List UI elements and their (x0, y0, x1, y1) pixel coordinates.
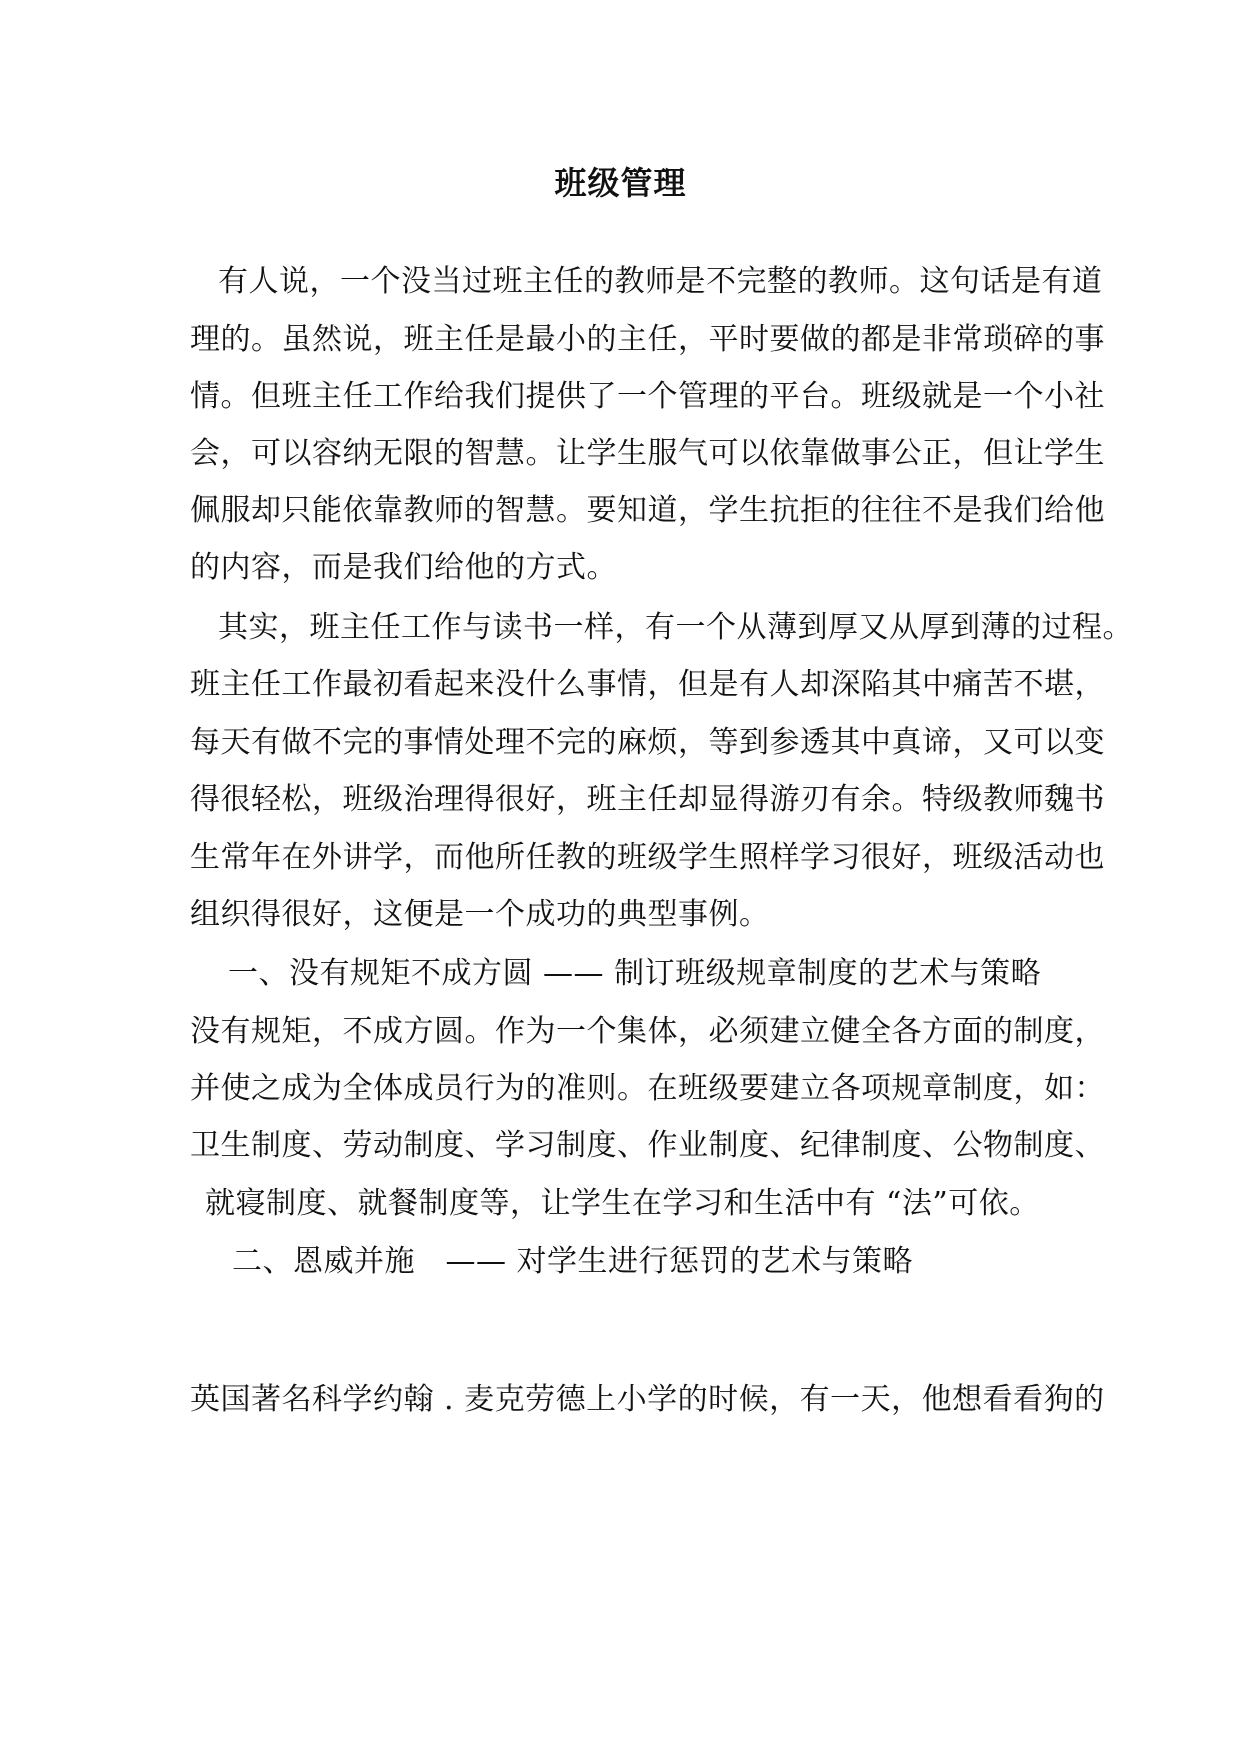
paragraph-line: 每天有做不完的事情处理不完的麻烦，等到参透其中真谛，又可以变 (190, 725, 1105, 760)
paragraph-line: 情。但班主任工作给我们提供了一个管理的平台。班级就是一个小社 (190, 379, 1105, 414)
section-heading: 二、恩威并施 —— 对学生进行惩罚的艺术与策略 (232, 1244, 914, 1279)
paragraph-line: 有人说，一个没当过班主任的教师是不完整的教师。这句话是有道 (218, 264, 1103, 299)
paragraph-line: 的内容，而是我们给他的方式。 (190, 550, 617, 585)
paragraph-line: 并使之成为全体成员行为的准则。在班级要建立各项规章制度，如： (190, 1071, 1105, 1106)
paragraph-line: 班主任工作最初看起来没什么事情，但是有人却深陷其中痛苦不堪， (190, 667, 1105, 702)
paragraph-line: 英国著名科学约翰 . 麦克劳德上小学的时候，有一天，他想看看狗的 (190, 1382, 1105, 1417)
paragraph-line: 卫生制度、劳动制度、学习制度、作业制度、纪律制度、公物制度、 (190, 1128, 1105, 1163)
section-heading: 一、没有规矩不成方圆 —— 制订班级规章制度的艺术与策略 (228, 956, 1042, 991)
paragraph-line: 组织得很好，这便是一个成功的典型事例。 (190, 897, 770, 932)
paragraph-line: 佩服却只能依靠教师的智慧。要知道，学生抗拒的往往不是我们给他 (190, 493, 1105, 528)
paragraph-line: 生常年在外讲学，而他所任教的班级学生照样学习很好，班级活动也 (190, 840, 1105, 875)
paragraph-line: 其实，班主任工作与读书一样，有一个从薄到厚又从厚到薄的过程。 (218, 610, 1133, 645)
document-title: 班级管理 (554, 164, 687, 202)
paragraph-line: 就寝制度、就餐制度等，让学生在学习和生活中有 “法”可依。 (205, 1186, 1040, 1221)
paragraph-line: 理的。虽然说，班主任是最小的主任，平时要做的都是非常琐碎的事 (190, 322, 1105, 357)
paragraph-line: 得很轻松，班级治理得很好，班主任却显得游刃有余。特级教师魏书 (190, 782, 1105, 817)
paragraph-line: 没有规矩，不成方圆。作为一个集体，必须建立健全各方面的制度， (190, 1014, 1105, 1049)
paragraph-line: 会，可以容纳无限的智慧。让学生服气可以依靠做事公正，但让学生 (190, 436, 1105, 471)
